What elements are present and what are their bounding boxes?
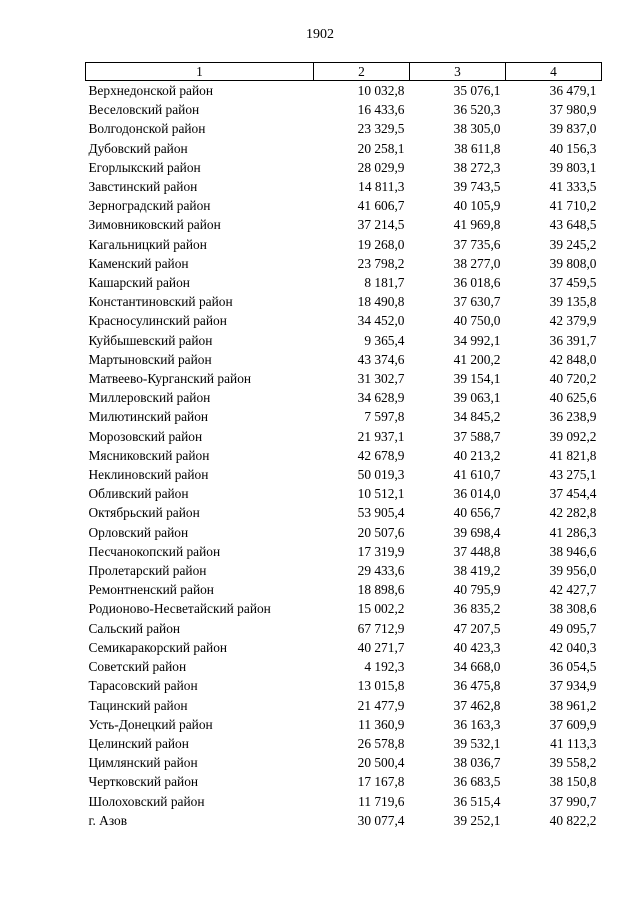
value-cell-2: 23 798,2 xyxy=(357,255,405,271)
value-cell-2: 42 678,9 xyxy=(357,447,405,463)
table-row xyxy=(86,388,602,407)
table-row xyxy=(86,158,602,177)
value-cell-2: 30 077,4 xyxy=(357,812,405,828)
value-cell-2: 31 302,7 xyxy=(357,371,405,387)
table-row xyxy=(86,676,602,695)
value-cell-4: 36 391,7 xyxy=(549,332,597,348)
district-name-cell: Ремонтненский район xyxy=(88,582,214,598)
district-name-cell: Родионово-Несветайский район xyxy=(88,601,271,617)
table-row xyxy=(86,696,602,715)
value-cell-2: 28 029,9 xyxy=(357,159,405,175)
table-row xyxy=(86,465,602,484)
value-cell-3: 36 163,3 xyxy=(453,716,501,732)
value-cell-3: 34 845,2 xyxy=(453,409,501,425)
value-cell-4: 37 980,9 xyxy=(549,102,597,118)
value-cell-3: 37 630,7 xyxy=(453,294,501,310)
district-name-cell: Кагальницкий район xyxy=(88,236,207,252)
value-cell-3: 41 969,8 xyxy=(453,217,501,233)
district-name-cell: Завстинский район xyxy=(88,179,198,195)
value-cell-4: 49 095,7 xyxy=(549,620,597,636)
value-cell-2: 23 329,5 xyxy=(357,121,405,137)
value-cell-2: 15 002,2 xyxy=(357,601,405,617)
district-name-cell: Волгодонской район xyxy=(88,121,206,137)
district-name-cell: Советский район xyxy=(88,659,187,675)
district-name-cell: г. Азов xyxy=(88,812,128,828)
table-row xyxy=(86,407,602,426)
district-name-cell: Обливский район xyxy=(88,486,189,502)
table-row xyxy=(86,657,602,676)
value-cell-4: 43 648,5 xyxy=(549,217,597,233)
value-cell-2: 41 606,7 xyxy=(357,198,405,214)
table-row xyxy=(86,215,602,234)
value-cell-4: 38 961,2 xyxy=(549,697,597,713)
table-row xyxy=(86,331,602,350)
value-cell-3: 41 610,7 xyxy=(453,467,501,483)
district-name-cell: Цимлянский район xyxy=(88,755,198,771)
district-name-cell: Морозовский район xyxy=(88,428,203,444)
value-cell-3: 41 200,2 xyxy=(453,351,501,367)
value-cell-4: 41 710,2 xyxy=(549,198,597,214)
value-cell-3: 40 423,3 xyxy=(453,639,501,655)
value-cell-3: 39 743,5 xyxy=(453,179,501,195)
district-name-cell: Веселовский район xyxy=(88,102,200,118)
value-cell-4: 41 286,3 xyxy=(549,524,597,540)
value-cell-3: 38 611,8 xyxy=(454,140,501,156)
district-name-cell: Дубовский район xyxy=(88,140,188,156)
value-cell-3: 34 668,0 xyxy=(453,659,501,675)
value-cell-2: 17 167,8 xyxy=(357,774,405,790)
value-cell-2: 34 452,0 xyxy=(357,313,405,329)
value-cell-3: 36 835,2 xyxy=(453,601,501,617)
value-cell-3: 36 014,0 xyxy=(453,486,501,502)
value-cell-3: 38 272,3 xyxy=(453,159,501,175)
table-row xyxy=(86,273,602,292)
value-cell-4: 38 150,8 xyxy=(549,774,597,790)
value-cell-4: 39 956,0 xyxy=(549,563,597,579)
table-row xyxy=(86,254,602,273)
value-cell-4: 39 092,2 xyxy=(549,428,597,444)
table-row xyxy=(86,350,602,369)
value-cell-4: 39 808,0 xyxy=(549,255,597,271)
table-row xyxy=(86,196,602,215)
value-cell-4: 36 479,1 xyxy=(549,83,597,98)
value-cell-3: 39 154,1 xyxy=(453,371,501,387)
table-row xyxy=(86,503,602,522)
district-name-cell: Каменский район xyxy=(88,255,189,271)
value-cell-2: 40 271,7 xyxy=(357,639,405,655)
column-header-1: 1 xyxy=(86,63,314,81)
district-name-cell: Куйбышевский район xyxy=(88,332,213,348)
value-cell-3: 36 520,3 xyxy=(453,102,501,118)
value-cell-2: 9 365,4 xyxy=(364,332,405,348)
value-cell-3: 36 475,8 xyxy=(453,678,501,694)
district-name-cell: Сальский район xyxy=(88,620,181,636)
value-cell-3: 40 213,2 xyxy=(453,447,501,463)
value-cell-3: 39 532,1 xyxy=(453,735,501,751)
district-name-cell: Константиновский район xyxy=(88,294,233,310)
value-cell-4: 41 333,5 xyxy=(549,179,597,195)
value-cell-4: 42 848,0 xyxy=(549,351,597,367)
value-cell-2: 53 905,4 xyxy=(357,505,405,521)
table-row xyxy=(86,484,602,503)
column-header-3: 3 xyxy=(410,63,506,81)
value-cell-2: 18 898,6 xyxy=(357,582,405,598)
value-cell-2: 7 597,8 xyxy=(364,409,405,425)
district-name-cell: Матвеево-Курганский район xyxy=(88,371,252,387)
value-cell-2: 21 937,1 xyxy=(357,428,405,444)
district-name-cell: Семикаракорский район xyxy=(88,639,228,655)
value-cell-4: 38 946,6 xyxy=(549,543,597,559)
value-cell-2: 11 719,6 xyxy=(358,793,405,809)
value-cell-4: 36 054,5 xyxy=(549,659,597,675)
district-name-cell: Милютинский район xyxy=(88,409,209,425)
value-cell-4: 43 275,1 xyxy=(549,467,597,483)
value-cell-2: 37 214,5 xyxy=(357,217,405,233)
table-row xyxy=(86,792,602,811)
value-cell-4: 40 156,3 xyxy=(549,140,597,156)
district-name-cell: Егорлыкский район xyxy=(88,159,201,175)
value-cell-4: 36 238,9 xyxy=(549,409,597,425)
table-row xyxy=(86,369,602,388)
value-cell-2: 67 712,9 xyxy=(357,620,405,636)
table-body xyxy=(86,81,602,830)
value-cell-4: 37 990,7 xyxy=(549,793,597,809)
table-row xyxy=(86,427,602,446)
value-cell-4: 40 822,2 xyxy=(549,812,597,828)
value-cell-3: 36 683,5 xyxy=(453,774,501,790)
district-name-cell: Орловский район xyxy=(88,524,189,540)
value-cell-3: 39 698,4 xyxy=(453,524,501,540)
table-row xyxy=(86,177,602,196)
table-row xyxy=(86,119,602,138)
data-table xyxy=(85,62,602,830)
district-name-cell: Песчанокопский район xyxy=(88,543,221,559)
table-row xyxy=(86,292,602,311)
value-cell-2: 16 433,6 xyxy=(357,102,405,118)
table-row xyxy=(86,638,602,657)
table-row xyxy=(86,311,602,330)
value-cell-3: 40 750,0 xyxy=(453,313,501,329)
value-cell-4: 42 427,7 xyxy=(549,582,597,598)
value-cell-2: 29 433,6 xyxy=(357,563,405,579)
value-cell-4: 37 459,5 xyxy=(549,275,597,291)
value-cell-3: 36 018,6 xyxy=(453,275,501,291)
value-cell-2: 14 811,3 xyxy=(358,179,405,195)
value-cell-4: 39 245,2 xyxy=(549,236,597,252)
table-row xyxy=(86,772,602,791)
district-name-cell: Зимовниковский район xyxy=(88,217,221,233)
value-cell-3: 40 795,9 xyxy=(453,582,501,598)
value-cell-2: 4 192,3 xyxy=(364,659,405,675)
table-row xyxy=(86,580,602,599)
table-row xyxy=(86,734,602,753)
value-cell-3: 37 448,8 xyxy=(453,543,501,559)
column-header-4: 4 xyxy=(506,63,602,81)
value-cell-3: 39 252,1 xyxy=(453,812,501,828)
district-name-cell: Кашарский район xyxy=(88,275,190,291)
value-cell-2: 10 032,8 xyxy=(357,83,405,98)
value-cell-2: 10 512,1 xyxy=(357,486,405,502)
district-name-cell: Верхнедонской район xyxy=(88,83,214,98)
value-cell-2: 43 374,6 xyxy=(357,351,405,367)
value-cell-3: 40 105,9 xyxy=(453,198,501,214)
value-cell-4: 41 113,3 xyxy=(550,735,597,751)
district-name-cell: Чертковский район xyxy=(88,774,199,790)
value-cell-3: 47 207,5 xyxy=(453,620,501,636)
district-name-cell: Миллеровский район xyxy=(88,390,211,406)
value-cell-4: 39 135,8 xyxy=(549,294,597,310)
value-cell-4: 40 720,2 xyxy=(549,371,597,387)
page-number: 1902 xyxy=(306,27,334,42)
value-cell-4: 40 625,6 xyxy=(549,390,597,406)
district-name-cell: Красносулинский район xyxy=(88,313,227,329)
value-cell-4: 37 609,9 xyxy=(549,716,597,732)
column-header-2: 2 xyxy=(314,63,410,81)
table-row xyxy=(86,523,602,542)
value-cell-3: 37 588,7 xyxy=(453,428,501,444)
district-name-cell: Зерноградский район xyxy=(88,198,211,214)
value-cell-3: 34 992,1 xyxy=(453,332,501,348)
table-row xyxy=(86,81,602,101)
district-name-cell: Мартыновский район xyxy=(88,351,212,367)
district-name-cell: Усть-Донецкий район xyxy=(88,716,213,732)
district-name-cell: Неклиновский район xyxy=(88,467,209,483)
value-cell-4: 37 454,4 xyxy=(549,486,597,502)
value-cell-2: 21 477,9 xyxy=(357,697,405,713)
table-row xyxy=(86,139,602,158)
value-cell-3: 35 076,1 xyxy=(453,83,501,98)
value-cell-4: 38 308,6 xyxy=(549,601,597,617)
value-cell-4: 39 558,2 xyxy=(549,755,597,771)
value-cell-3: 40 656,7 xyxy=(453,505,501,521)
table-row xyxy=(86,100,602,119)
value-cell-3: 38 419,2 xyxy=(453,563,501,579)
value-cell-3: 38 277,0 xyxy=(453,255,501,271)
table-row xyxy=(86,599,602,618)
value-cell-3: 39 063,1 xyxy=(453,390,501,406)
table-row xyxy=(86,715,602,734)
value-cell-4: 41 821,8 xyxy=(549,447,597,463)
table-row xyxy=(86,753,602,772)
table-row xyxy=(86,446,602,465)
value-cell-3: 37 462,8 xyxy=(453,697,501,713)
value-cell-2: 8 181,7 xyxy=(364,275,405,291)
district-name-cell: Мясниковский район xyxy=(88,447,210,463)
district-name-cell: Шолоховский район xyxy=(88,793,205,809)
table-row xyxy=(86,561,602,580)
value-cell-3: 36 515,4 xyxy=(453,793,501,809)
value-cell-2: 13 015,8 xyxy=(357,678,405,694)
value-cell-4: 39 837,0 xyxy=(549,121,597,137)
district-name-cell: Целинский район xyxy=(88,735,189,751)
value-cell-2: 18 490,8 xyxy=(357,294,405,310)
district-name-cell: Пролетарский район xyxy=(88,563,207,579)
district-name-cell: Октябрьский район xyxy=(88,505,200,521)
district-name-cell: Тацинский район xyxy=(88,697,188,713)
value-cell-2: 20 500,4 xyxy=(357,755,405,771)
value-cell-2: 20 258,1 xyxy=(357,140,405,156)
value-cell-3: 38 305,0 xyxy=(453,121,501,137)
value-cell-3: 38 036,7 xyxy=(453,755,501,771)
value-cell-4: 42 040,3 xyxy=(549,639,597,655)
value-cell-2: 26 578,8 xyxy=(357,735,405,751)
district-name-cell: Тарасовский район xyxy=(88,678,198,694)
value-cell-2: 20 507,6 xyxy=(357,524,405,540)
value-cell-4: 39 803,1 xyxy=(549,159,597,175)
value-cell-4: 42 282,8 xyxy=(549,505,597,521)
value-cell-2: 50 019,3 xyxy=(357,467,405,483)
value-cell-3: 37 735,6 xyxy=(453,236,501,252)
table-row xyxy=(86,619,602,638)
value-cell-2: 19 268,0 xyxy=(357,236,405,252)
value-cell-2: 11 360,9 xyxy=(358,716,405,732)
value-cell-2: 17 319,9 xyxy=(357,543,405,559)
table-row xyxy=(86,542,602,561)
table-row xyxy=(86,235,602,254)
header-row xyxy=(86,63,602,81)
value-cell-4: 37 934,9 xyxy=(549,678,597,694)
table-row xyxy=(86,811,602,830)
value-cell-4: 42 379,9 xyxy=(549,313,597,329)
value-cell-2: 34 628,9 xyxy=(357,390,405,406)
